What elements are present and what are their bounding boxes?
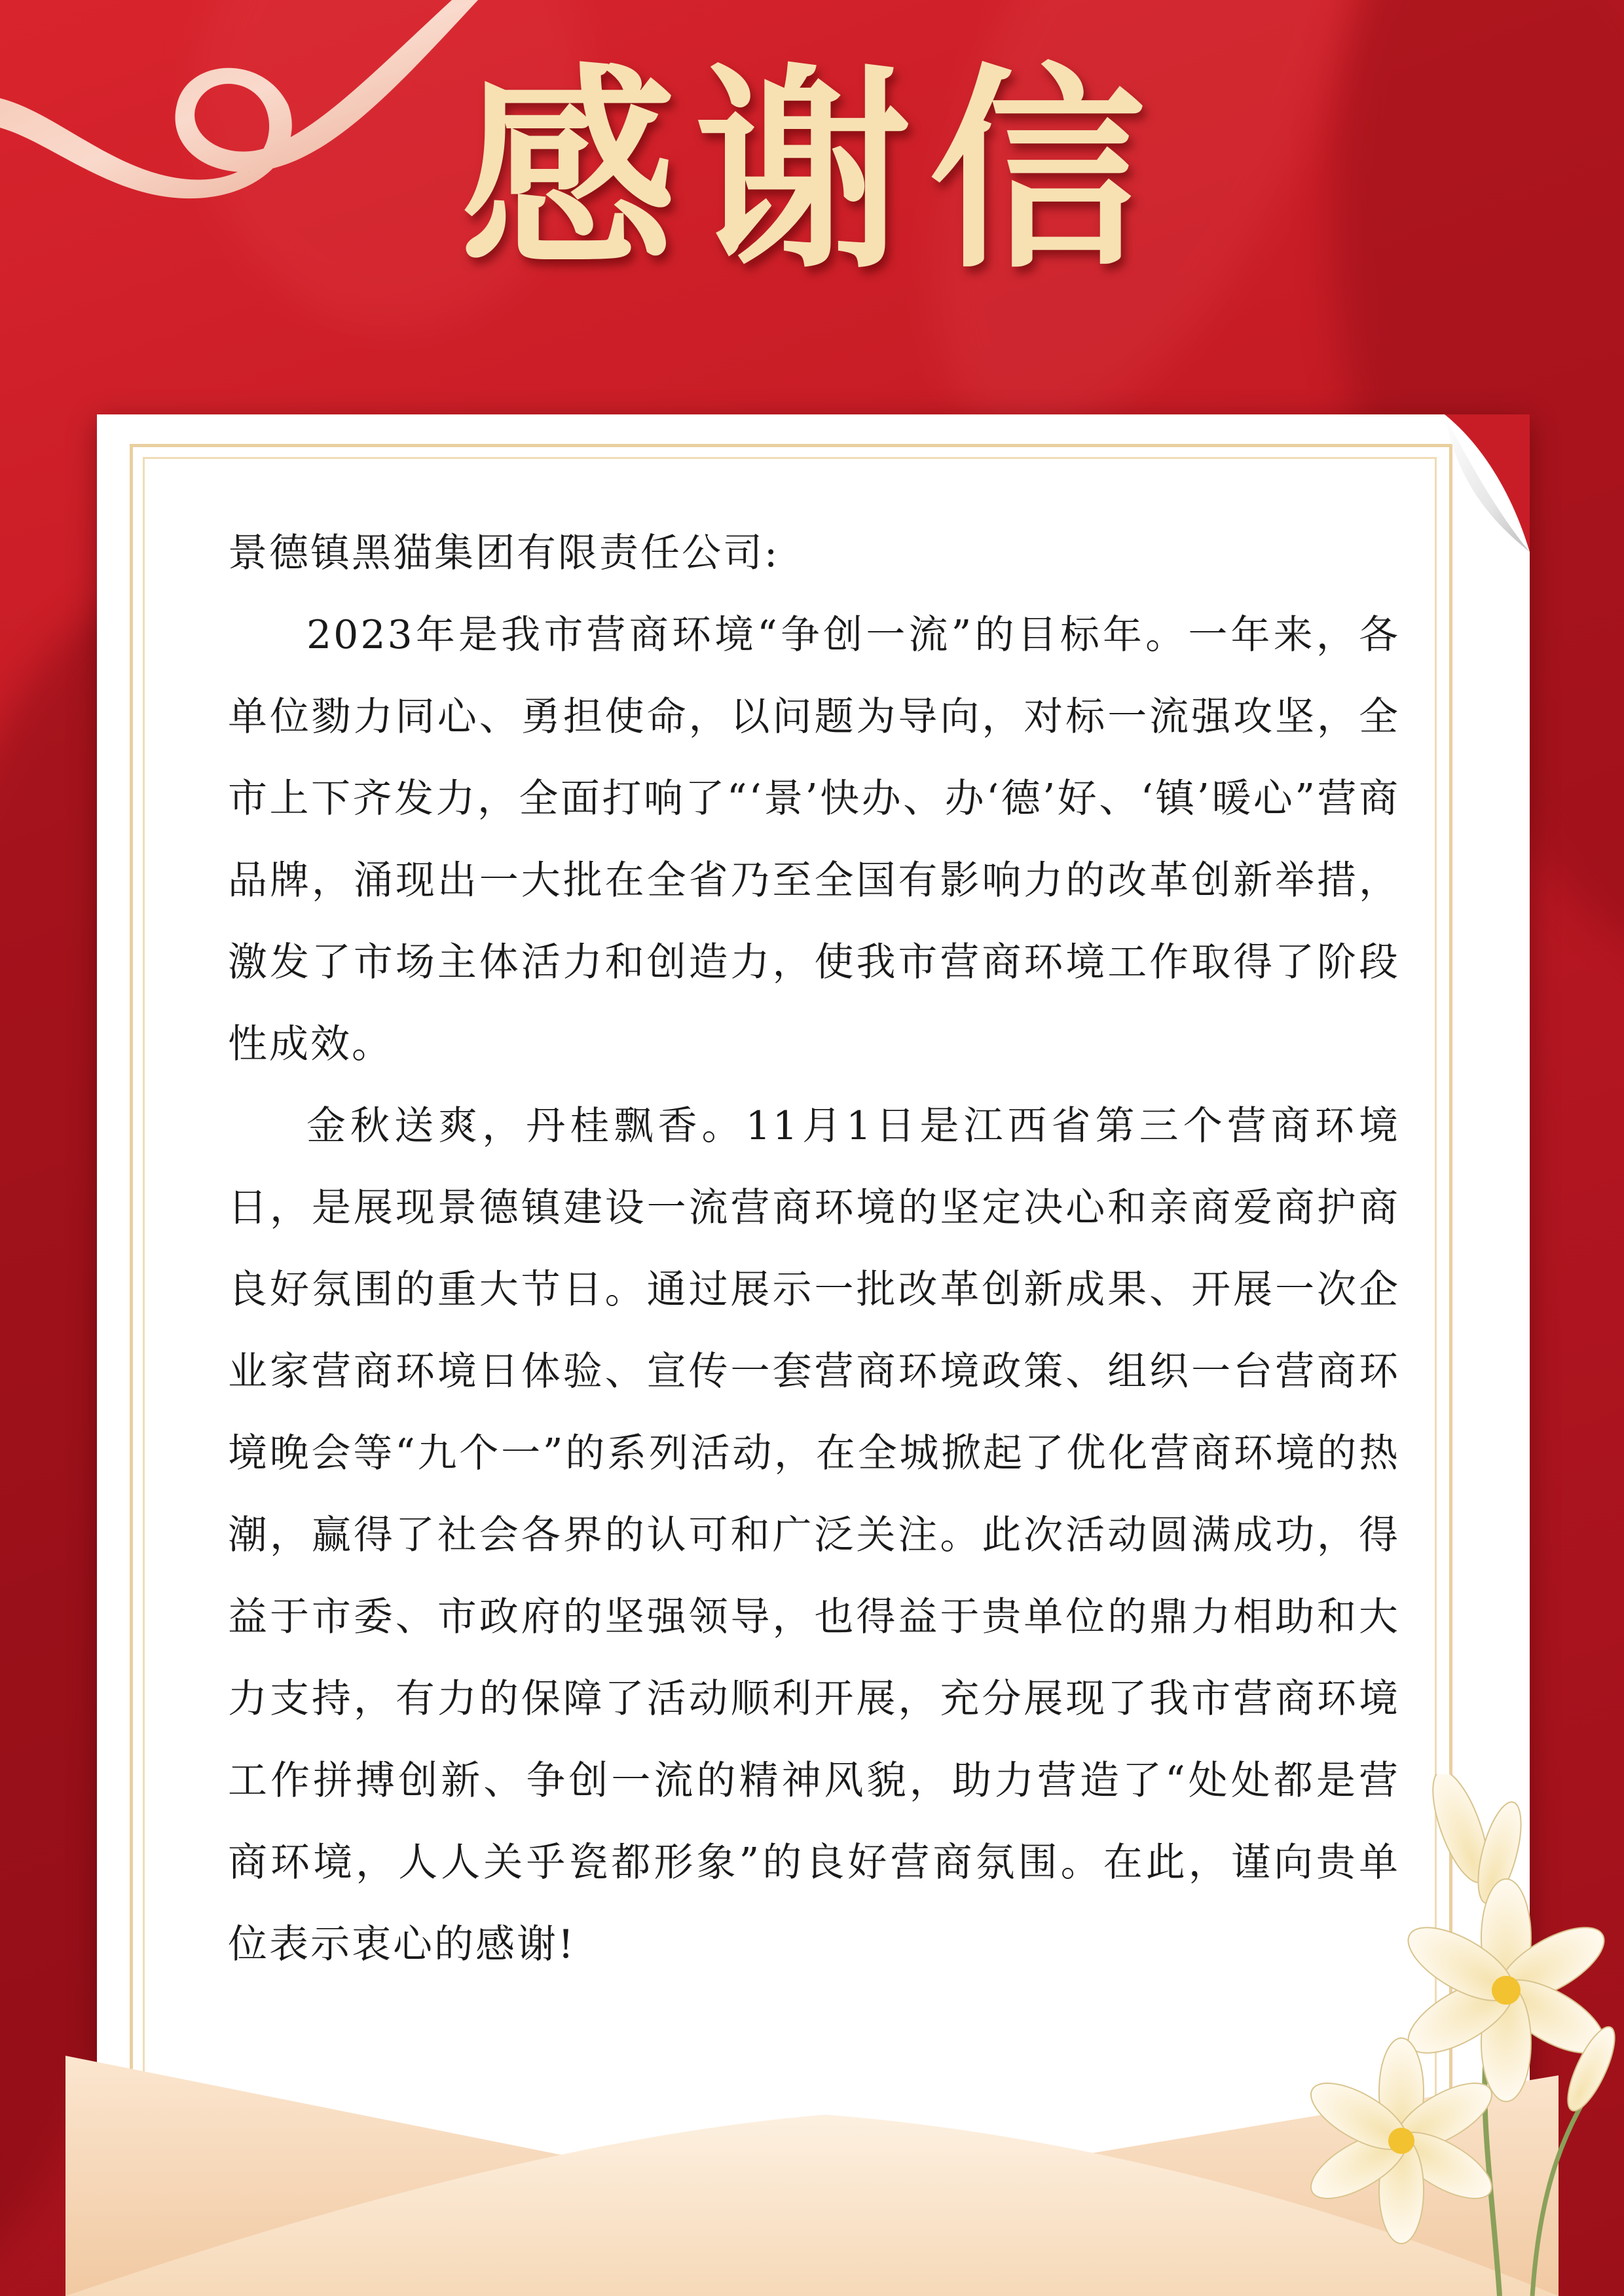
letter-salutation: 景德镇黑猫集团有限责任公司:: [228, 530, 780, 576]
letter-paragraph-2: 金秋送爽，丹桂飘香。11月1日是江西省第三个营商环境日，是展现景德镇建设一流营商环境的坚定决心和亲商爱商护商良好氛围的重大节日。通过展示一批改革创新成果、开展一次企业家营商环境日体验、宣传一套营商环境政策、组织一台营商环境晚会等“九个一”的系列活动，在全城掀起了优化营商环境的热潮，赢得了社会各界的认可和广泛关注。此次活动圆满成功，得益于市委、市政府的坚强领导，也得益于贵单位的鼎力相助和大力支持，有力的保障了活动顺利开展，充分展现了我市营商环境工作拼搏创新、争创一流的精神风貌，助力营造了“处处都是营商环境，人人关乎瓷都形象”的良好营商氛围。在此，谨向贵单位表示衷心的感谢!: [228, 1103, 1400, 1967]
page-title: 感谢信: [460, 43, 1164, 297]
letter-paragraph-1: 2023年是我市营商环境“争创一流”的目标年。一年来，各单位勠力同心、勇担使命，以问题为导向，对标一流强攻坚，全市上下齐发力，全面打响了“‘景’快办、办‘德’好、‘镇’暖心”营商品牌，涌现出一大批在全省乃至全国有影响力的改革创新举措，激发了市场主体活力和创造力，使我市营商环境工作取得了阶段性成效。: [228, 612, 1400, 1067]
letter-body: [228, 513, 1400, 1986]
page-curl-icon: [1418, 414, 1530, 558]
lily-flowers-icon: [1283, 1774, 1624, 2296]
